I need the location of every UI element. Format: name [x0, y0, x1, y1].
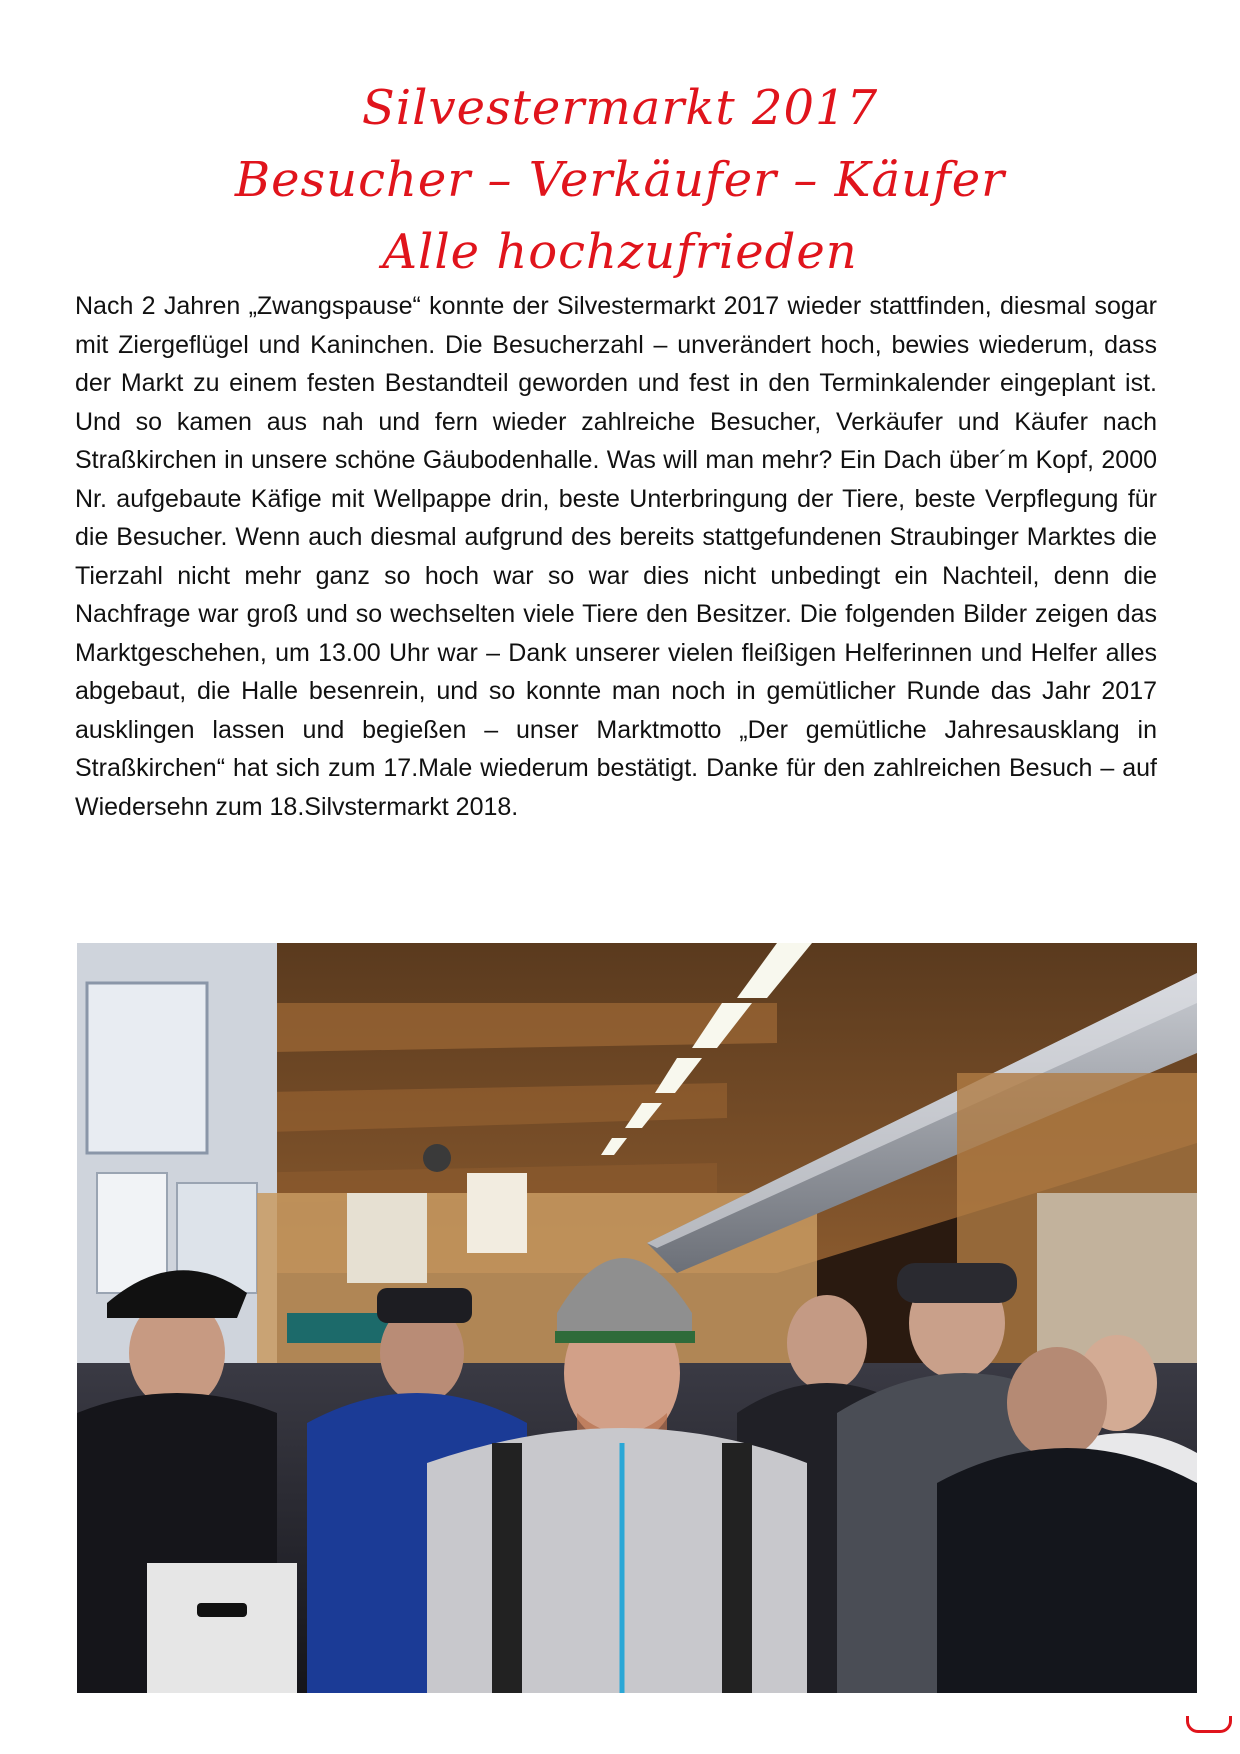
article-paragraph: Nach 2 Jahren „Zwangspause“ konnte der Silvestermarkt 2017 wieder stattfinden, diesmal sogar mit Ziergeflügel und Kaninchen. Die Besucherzahl – unverändert hoch, bewies wiederum, dass der Markt zu einem festen Bestandteil geworden und fest in den Terminkalender eingeplant ist. Und so kamen aus nah und fern wieder zahlreiche Besucher, Verkäufer und Käufer nach Straßkirchen in unsere schöne Gäubodenhalle. Was will man mehr? Ein Dach über´m Kopf, 2000 Nr. aufgebaute Käfige mit Wellpappe drin, beste Unterbringung der Tiere, beste Verpflegung für die Besucher. Wenn auch diesmal aufgrund des bereits stattgefundenen Straubinger Marktes die Tierzahl nicht mehr ganz so hoch war so war dies nicht unbedingt ein Nachteil, denn die Nachfrage war groß und so wechselten viele Tiere den Besitzer. Die folgenden Bilder zeigen das Marktgeschehen, um 13.00 Uhr war – Dank unserer vielen fleißigen Helferinnen und Helfer alles abgebaut, die Halle besenrein, und so konnte man noch in gemütlicher Runde das Jahr 2017 ausklingen lassen und begießen – unser Marktmotto „Der gemütliche Jahresausklang in Straßkirchen“ hat sich zum 17.Male wiederum bestätigt. Danke für den zahlreichen Besuch – auf Wiedersehn zum 18.Silvstermarkt 2018. [75, 292, 1157, 821]
title-line-1: Silvestermarkt 2017 [361, 80, 879, 136]
title-line-3: Alle hochzufrieden [382, 224, 858, 280]
title-line-2: Besucher – Verkäufer – Käufer [234, 152, 1006, 208]
market-hall-photo [77, 943, 1197, 1693]
page-title [0, 72, 1240, 288]
page-corner-mark [1186, 1716, 1232, 1733]
